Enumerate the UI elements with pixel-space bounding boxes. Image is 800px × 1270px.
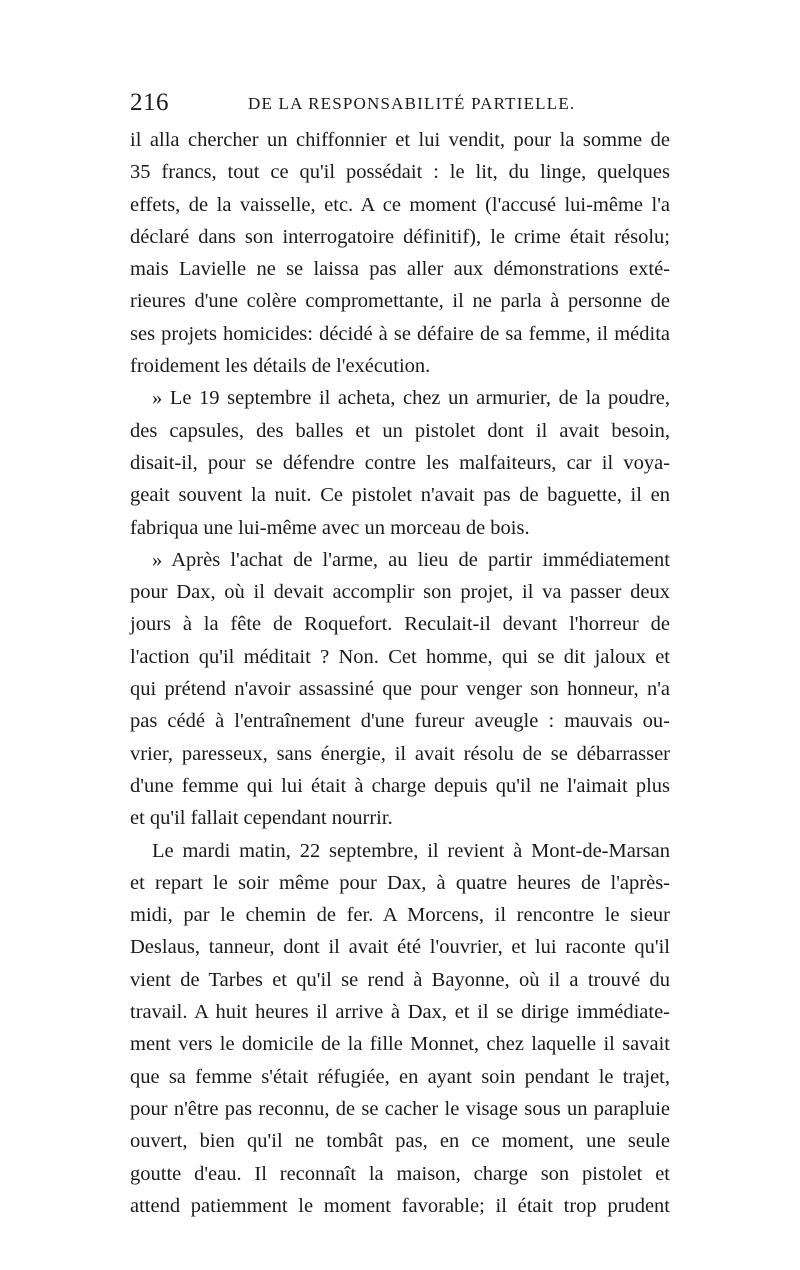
text-line: pour n'être pas reconnu, de se cacher le visage sous un parapluie bbox=[130, 1097, 670, 1120]
text-line: qui prétend n'avoir assassiné que pour venger son honneur, n'a bbox=[130, 678, 670, 701]
text-line: ment vers le domicile de la fille Monnet, chez laquelle il savait bbox=[130, 1033, 670, 1056]
text-line: goutte d'eau. Il reconnaît la maison, charge son pistolet et bbox=[130, 1162, 670, 1185]
body-text bbox=[130, 124, 670, 1222]
page-number: 216 bbox=[130, 89, 169, 116]
text-line: disait-il, pour se défendre contre les malfaiteurs, car il voya- bbox=[130, 451, 670, 474]
text-line: Deslaus, tanneur, dont il avait été l'ouvrier, et lui raconte qu'il bbox=[130, 936, 670, 959]
text-line: vient de Tarbes et qu'il se rend à Bayonne, où il a trouvé du bbox=[130, 968, 670, 991]
text-line: vrier, paresseux, sans énergie, il avait résolu de se débarrasser bbox=[130, 742, 670, 765]
text-line: il alla chercher un chiffonnier et lui vendit, pour la somme de bbox=[130, 129, 670, 151]
text-line: pas cédé à l'entraînement d'une fureur aveugle : mauvais ou- bbox=[130, 710, 670, 733]
text-line: pour Dax, où il devait accomplir son projet, il va passer deux bbox=[130, 581, 670, 604]
text-line: midi, par le chemin de fer. A Morcens, il rencontre le sieur bbox=[130, 904, 670, 927]
text-line: d'une femme qui lui était à charge depuis qu'il ne l'aimait plus bbox=[130, 774, 670, 797]
text-line: ouvert, bien qu'il ne tombât pas, en ce moment, une seule bbox=[130, 1130, 670, 1153]
text-line: déclaré dans son interrogatoire définitif), le crime était résolu; bbox=[130, 225, 670, 248]
text-line: jours à la fête de Roquefort. Reculait-il devant l'horreur de bbox=[130, 613, 670, 636]
running-title: DE LA RESPONSABILITÉ PARTIELLE. bbox=[248, 94, 576, 113]
text-line: effets, de la vaisselle, etc. A ce moment (l'accusé lui-même l'a bbox=[130, 193, 670, 216]
text-line: 35 francs, tout ce qu'il possédait : le lit, du linge, quelques bbox=[130, 161, 670, 184]
text-line: attend patiemment le moment favorable; il était trop prudent bbox=[130, 1194, 670, 1217]
text-line: ses projets homicides: décidé à se défaire de sa femme, il médita bbox=[130, 322, 670, 345]
text-line: fabriqua une lui-même avec un morceau de bois. bbox=[130, 516, 530, 539]
text-line: mais Lavielle ne se laissa pas aller aux démonstrations exté- bbox=[130, 258, 670, 281]
text-line: que sa femme s'était réfugiée, en ayant soin pendant le trajet, bbox=[130, 1065, 670, 1088]
text-line: Le mardi matin, 22 septembre, il revient à Mont-de-Marsan bbox=[152, 839, 670, 862]
text-line: geait souvent la nuit. Ce pistolet n'avait pas de baguette, il en bbox=[130, 484, 670, 507]
text-line: et qu'il fallait cependant nourrir. bbox=[130, 807, 393, 830]
running-head bbox=[130, 88, 670, 118]
text-line: des capsules, des balles et un pistolet dont il avait besoin, bbox=[130, 419, 670, 442]
text-line: l'action qu'il méditait ? Non. Cet homme, qui se dit jaloux et bbox=[130, 645, 670, 668]
text-line: travail. A huit heures il arrive à Dax, et il se dirige immédiate- bbox=[130, 1001, 670, 1024]
text-line: » Le 19 septembre il acheta, chez un armurier, de la poudre, bbox=[152, 387, 670, 410]
text-line: rieures d'une colère compromettante, il ne parla à personne de bbox=[130, 290, 670, 313]
text-line: » Après l'achat de l'arme, au lieu de partir immédiatement bbox=[152, 548, 670, 571]
text-line: et repart le soir même pour Dax, à quatre heures de l'après- bbox=[130, 871, 670, 894]
text-line: froidement les détails de l'exécution. bbox=[130, 355, 431, 378]
